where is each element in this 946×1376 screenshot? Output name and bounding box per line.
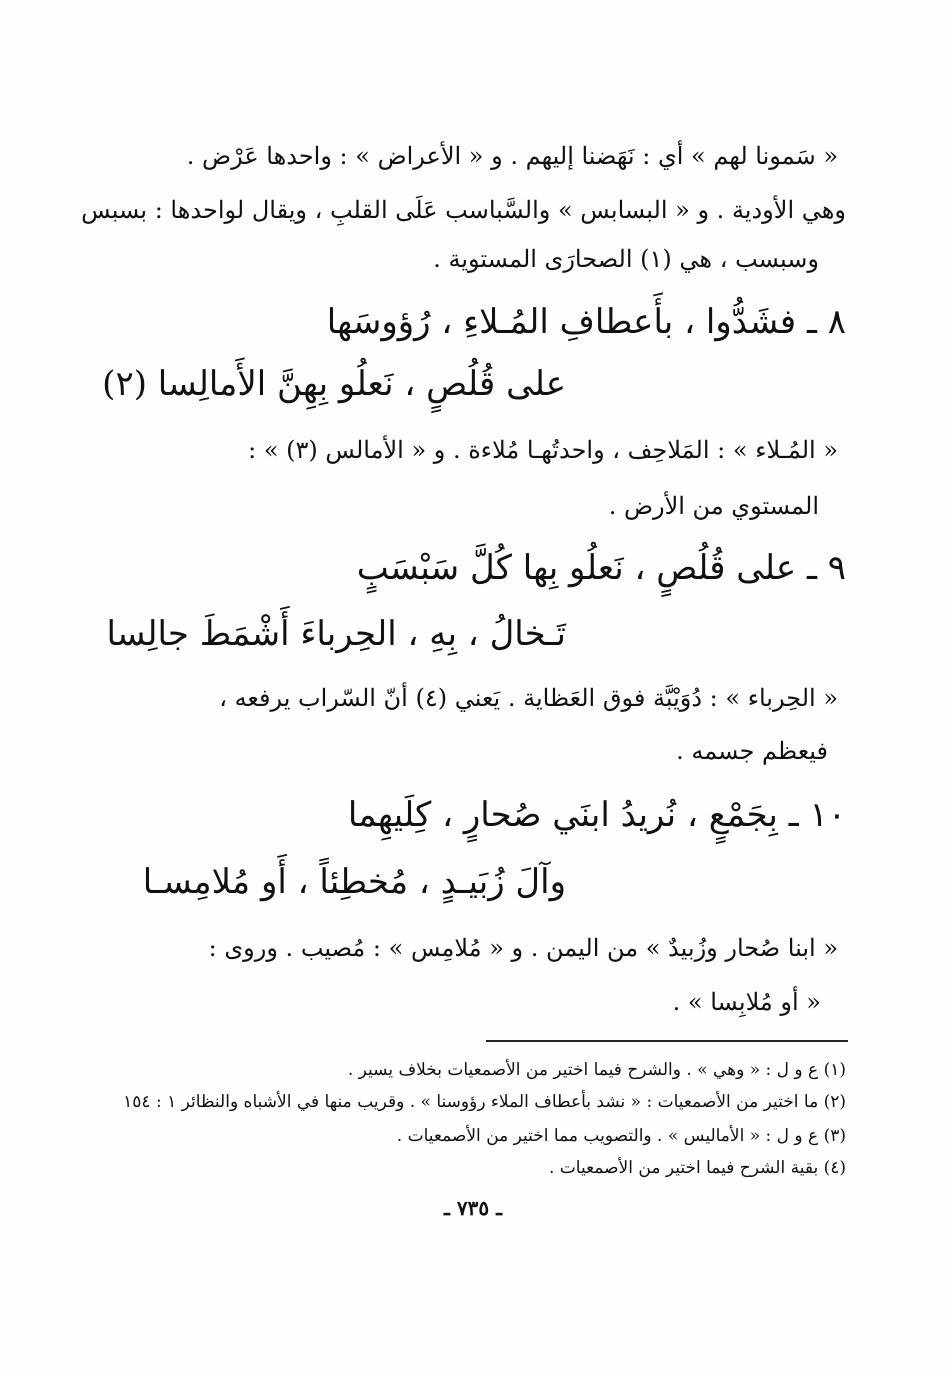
commentary-line: وهي الأودية . و « البسابس » والسَّباسب عَلَى القلبِ ، ويقال لواحدها : بسبس <box>81 196 846 224</box>
verse-line: وآلَ زُبَيـدٍ ، مُخطِئاً ، أَو مُلامِسـا <box>142 862 566 902</box>
verse-line: ٨ ـ فشَدُّوا ، بأَعطافِ المُـلاءِ ، رُؤوسَها <box>326 302 846 342</box>
verse-line: تَـخالُ ، بِهِ ، الحِرباءَ أَشْمَطَ جالِسا <box>106 614 566 654</box>
commentary-line: وسبسب ، هي (١) الصحارَى المستوية . <box>433 245 819 273</box>
footnote: (٤) بقية الشرح فيما اختير من الأصمعيات . <box>548 1158 846 1178</box>
commentary-line: المستوي من الأرض . <box>608 492 819 520</box>
commentary-line: « سَمونا لهم » أي : نَهَضنا إليهم . و « الأعراض » : واحدها عَرْض . <box>186 142 838 170</box>
commentary-line: فيعظم جسمه . <box>676 737 828 765</box>
page-number: ـ ٧٣٥ ـ <box>444 1196 502 1220</box>
verse-line: على قُلُصٍ ، نَعلُو بِهِنَّ الأَمالِسا (٢) <box>102 364 566 404</box>
footnote: (١) ع و ل : « وهي » . والشرح فيما اختير من الأصمعيات بخلاف يسير . <box>347 1060 846 1080</box>
commentary-line: « المُـلاء » : المَلاحِف ، واحدتُهـا مُلاءة . و « الأمالس (٣) » : <box>248 436 838 464</box>
verse-line: ٩ ـ على قُلُصٍ ، نَعلُو بِها كُلَّ سَبْسَبٍ <box>356 548 846 588</box>
footnote-separator <box>486 1040 848 1042</box>
commentary-line: « ابنا صُحار وزُبيدٌ » من اليمن . و « مُلامِس » : مُصيب . وروى : <box>208 934 838 962</box>
footnote: (٢) ما اختير من الأصمعيات : « نشد بأعطاف الملاء رؤوسنا » . وقريب منها في الأشباه والنظائر ١ : ١٥٤ <box>123 1092 846 1112</box>
commentary-line: « الحِرباء » : دُوَيْبَّة فوق العَظاية . يَعني (٤) أنّ السّراب يرفعه ، <box>219 684 838 712</box>
footnote: (٣) ع و ل : « الأماليس » . والتصويب مما اختير من الأصمعيات . <box>396 1126 846 1146</box>
commentary-line: « أو مُلابِسا » . <box>672 988 821 1016</box>
verse-line: ١٠ ـ بِجَمْعٍ ، نُريدُ ابنَي صُحارٍ ، كِلَيهِما <box>347 795 846 835</box>
